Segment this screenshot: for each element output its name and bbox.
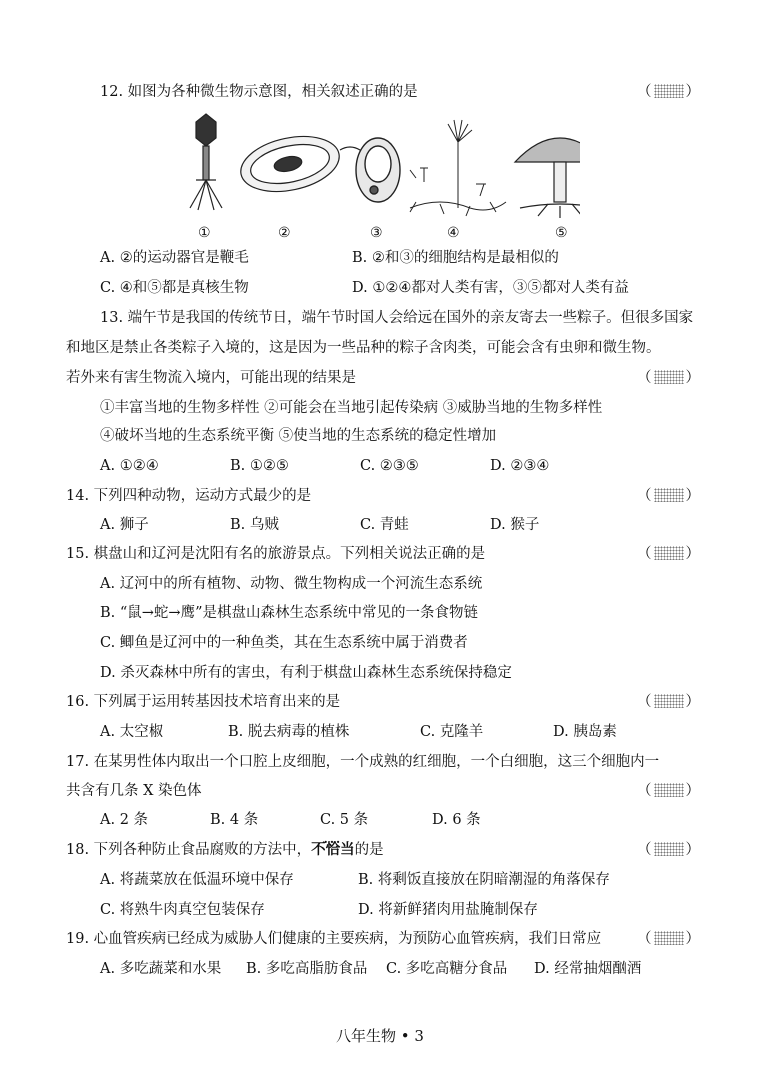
page-footer: 八年生物 • 3 <box>336 1027 424 1045</box>
q18-option-c: C. 将熟牛肉真空包装保存 <box>100 902 265 918</box>
figure-label-4: ④ <box>447 225 460 241</box>
q15-stem: 15. 棋盘山和辽河是沈阳有名的旅游景点。下列相关说法正确的是 <box>66 546 486 562</box>
q12-stem: 12. 如图为各种微生物示意图，相关叙述正确的是 <box>100 84 418 100</box>
q16-option-d: D. 胰岛素 <box>553 724 617 740</box>
q16-option-c: C. 克隆羊 <box>420 724 484 740</box>
q15-option-b: B. “鼠→蛇→鹰”是棋盘山森林生态系统中常见的一条食物链 <box>100 605 478 621</box>
q13-line-2: 和地区是禁止各类粽子入境的，这是因为一些品种的粽子含肉类，可能会含有虫卵和微生物。 <box>66 340 661 356</box>
q12-option-b: B. ②和③的细胞结构是最相似的 <box>352 250 559 266</box>
q18-option-d: D. 将新鲜猪肉用盐腌制保存 <box>358 902 538 918</box>
q17-line-1: 17. 在某男性体内取出一个口腔上皮细胞，一个成熟的红细胞，一个白细胞，这三个细胞内一 <box>66 754 660 770</box>
answer-bracket-18: （ ） <box>637 842 700 858</box>
q16-option-b: B. 脱去病毒的植株 <box>228 724 350 740</box>
emphasized-term: 不恰当 ... <box>311 841 355 858</box>
q19-stem: 19. 心血管疾病已经成为威胁人们健康的主要疾病，为预防心血管疾病，我们日常应 <box>66 931 602 947</box>
answer-blank <box>654 694 684 708</box>
answer-blank <box>654 931 684 945</box>
q14-option-d: D. 猴子 <box>490 517 540 533</box>
q15-option-a: A. 辽河中的所有植物、动物、微生物构成一个河流生态系统 <box>100 576 483 592</box>
q16-stem: 16. 下列属于运用转基因技术培育出来的是 <box>66 694 341 710</box>
q18-option-b: B. 将剩饭直接放在阴暗潮湿的角落保存 <box>358 872 610 888</box>
q17-option-a: A. 2 条 <box>100 812 149 828</box>
answer-bracket-17: （ ） <box>637 783 700 799</box>
q17-option-d: D. 6 条 <box>432 812 481 828</box>
q14-stem: 14. 下列四种动物，运动方式最少的是 <box>66 488 312 504</box>
q13-items-2: ④破坏当地的生态系统平衡 ⑤使当地的生态系统的稳定性增加 <box>100 428 497 444</box>
bacteriophage-drawing <box>190 114 222 210</box>
q15-option-d: D. 杀灭森林中所有的害虫，有利于棋盘山森林生态系统保持稳定 <box>100 665 512 681</box>
answer-blank <box>654 842 684 856</box>
q13-option-b: B. ①②⑤ <box>230 458 289 474</box>
answer-bracket-19: （ ） <box>637 931 700 947</box>
q12-option-d: D. ①②④都对人类有害，③⑤都对人类有益 <box>352 280 629 296</box>
q13-line-1: 13. 端午节是我国的传统节日，端午节时国人会给远在国外的亲友寄去一些粽子。但很多国家 <box>100 310 694 326</box>
q12-option-a: A. ②的运动器官是鞭毛 <box>100 250 249 266</box>
q16-option-a: A. 太空椒 <box>100 724 164 740</box>
mushroom-drawing <box>515 138 580 218</box>
answer-blank <box>654 370 684 384</box>
q14-option-b: B. 乌贼 <box>230 517 279 533</box>
figure-label-2: ② <box>278 225 291 241</box>
q14-option-c: C. 青蛙 <box>360 517 409 533</box>
q13-items-1: ①丰富当地的生物多样性 ②可能会在当地引起传染病 ③威胁当地的生物多样性 <box>100 400 603 416</box>
q17-option-b: B. 4 条 <box>210 812 259 828</box>
figure-label-3: ③ <box>370 225 383 241</box>
answer-bracket-15: （ ） <box>637 546 700 562</box>
answer-bracket-14: （ ） <box>637 488 700 504</box>
figure-label-5: ⑤ <box>555 225 568 241</box>
answer-blank <box>654 84 684 98</box>
answer-bracket-16: （ ） <box>637 694 700 710</box>
q19-option-c: C. 多吃高糖分食品 <box>386 961 508 977</box>
answer-blank <box>654 546 684 560</box>
answer-blank <box>654 783 684 797</box>
q13-option-d: D. ②③④ <box>490 458 550 474</box>
q15-option-c: C. 鲫鱼是辽河中的一种鱼类，其在生态系统中属于消费者 <box>100 635 468 651</box>
microorganism-drawings <box>180 112 580 222</box>
q19-option-d: D. 经常抽烟酗酒 <box>534 961 642 977</box>
answer-bracket-13: （ ） <box>637 370 700 386</box>
q19-option-b: B. 多吃高脂肪食品 <box>246 961 368 977</box>
microorganism-figure <box>180 112 580 242</box>
q18-stem: 18. 下列各种防止食品腐败的方法中，不恰当 ...的是 <box>66 840 700 860</box>
q13-option-c: C. ②③⑤ <box>360 458 419 474</box>
answer-bracket-12: （ ） <box>637 84 700 100</box>
q12-option-c: C. ④和⑤都是真核生物 <box>100 280 249 296</box>
q13-line-3: 若外来有害生物流入境内，可能出现的结果是 <box>66 370 356 386</box>
q19-option-a: A. 多吃蔬菜和水果 <box>100 961 222 977</box>
mold-drawing <box>410 120 506 216</box>
q18-option-a: A. 将蔬菜放在低温环境中保存 <box>100 872 294 888</box>
q17-line-2: 共含有几条 X 染色体 <box>66 783 202 799</box>
q17-option-c: C. 5 条 <box>320 812 369 828</box>
answer-blank <box>654 488 684 502</box>
figure-label-1: ① <box>198 225 211 241</box>
q13-option-a: A. ①②④ <box>100 458 159 474</box>
q14-option-a: A. 狮子 <box>100 517 149 533</box>
yeast-drawing <box>356 138 400 202</box>
